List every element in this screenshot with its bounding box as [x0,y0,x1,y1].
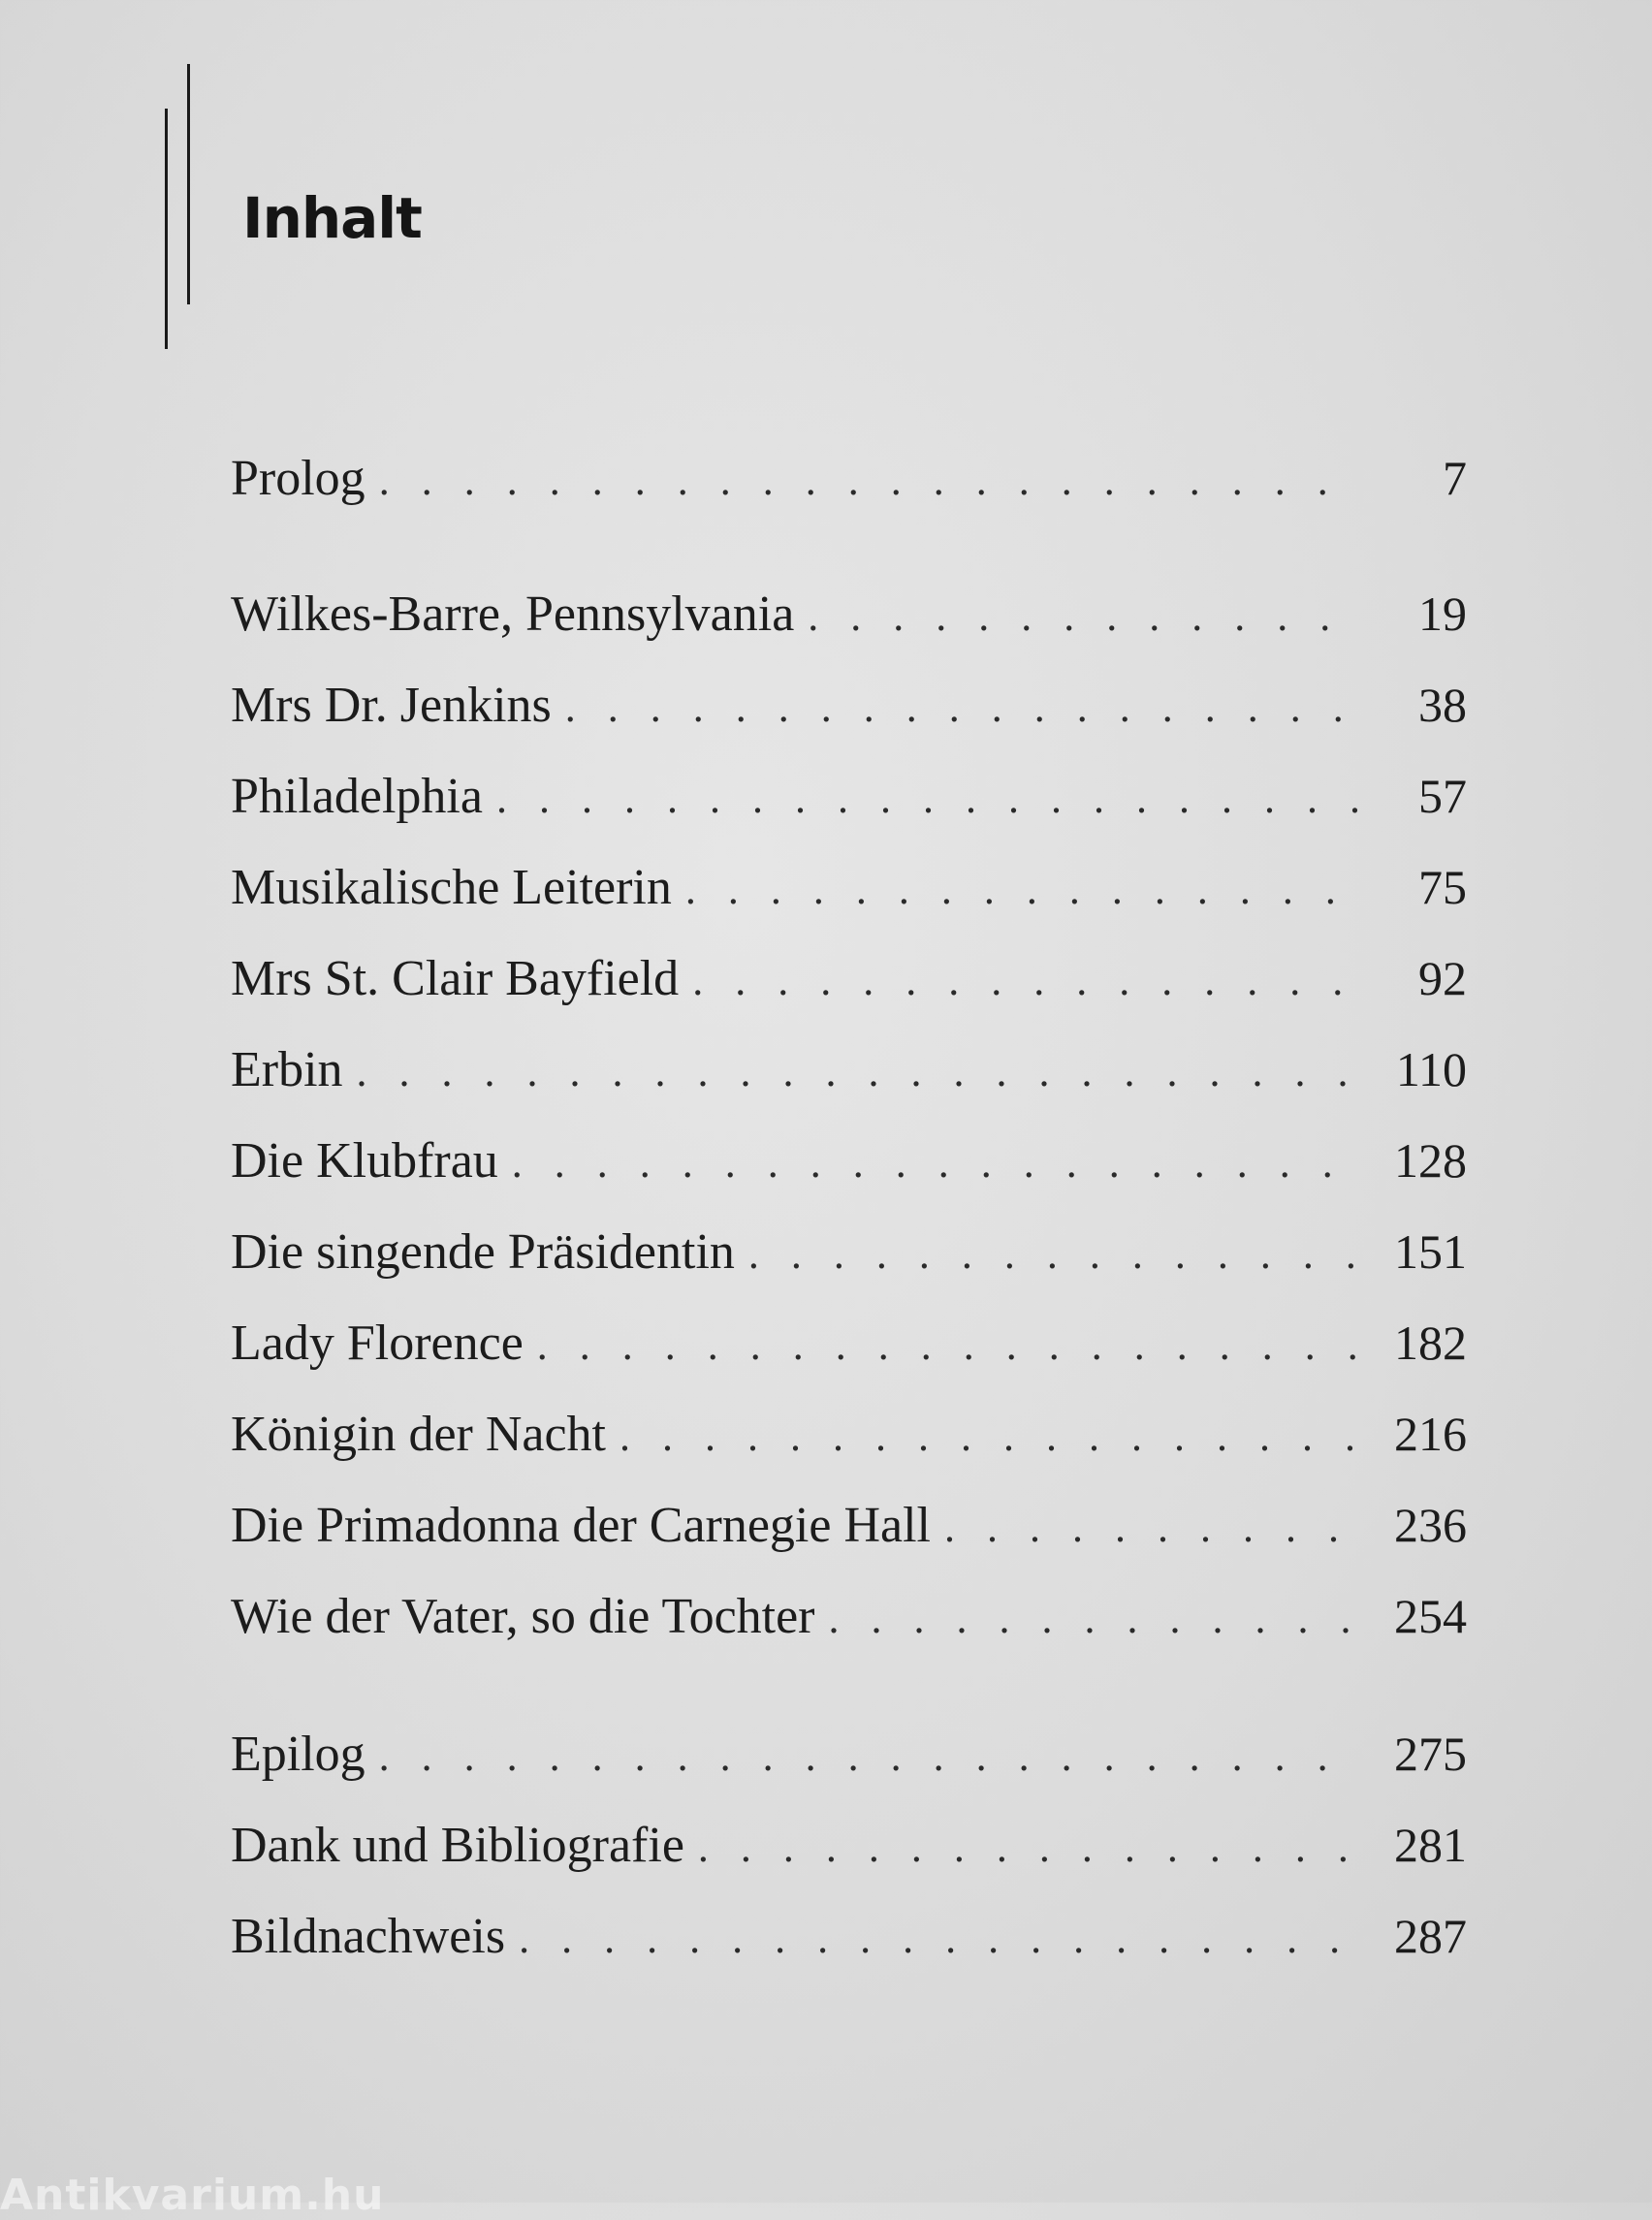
toc-entry-title: Musikalische Leiterin [231,860,672,915]
dot-leader [565,674,1360,742]
dot-leader [620,1403,1360,1471]
toc-entry [231,1035,1467,1103]
toc-entry-page: 128 [1394,1133,1467,1188]
toc-entry-title: Die Klubfrau [231,1133,498,1189]
toc-entry [231,444,1467,512]
dot-leader [496,765,1360,833]
toc-entry-page: 110 [1395,1042,1467,1096]
toc-entry-title: Epilog [231,1727,365,1782]
toc-entry-page: 281 [1394,1818,1467,1872]
toc-entry [231,1491,1467,1559]
toc-entry-title: Bildnachweis [231,1909,506,1964]
toc-entry-page: 216 [1394,1407,1467,1461]
watermark: Antikvarium.hu [0,2171,385,2220]
toc-entry [231,944,1467,1012]
decorative-rule-outer [165,109,168,349]
toc-entry-page: 275 [1394,1727,1467,1781]
toc-entry [231,762,1467,830]
toc-entry-title: Dank und Bibliografie [231,1818,684,1873]
dot-leader [748,1221,1360,1288]
dot-leader [698,1814,1360,1882]
dot-leader [537,1312,1360,1380]
toc-entry-page: 254 [1394,1589,1467,1643]
toc-entry [231,1126,1467,1194]
toc-entry-title: Prolog [231,451,365,506]
toc-entry [231,671,1467,739]
decorative-rule-inner [187,64,190,304]
toc-entry [231,580,1467,648]
toc-entry-page: 7 [1443,451,1467,505]
toc-entry-title: Wilkes-Barre, Pennsylvania [231,587,795,642]
toc-entry [231,1720,1467,1788]
toc-entry-page: 151 [1394,1224,1467,1279]
toc-entry [231,1400,1467,1468]
dot-leader [357,1038,1360,1106]
toc-entry-page: 182 [1394,1316,1467,1370]
toc-entry [231,1582,1467,1650]
toc-entry [231,1902,1467,1970]
toc-entry-title: Die Primadonna der Carnegie Hall [231,1498,931,1553]
toc-entry-title: Die singende Präsidentin [231,1224,735,1280]
dot-leader [379,1723,1360,1791]
toc-entry [231,1218,1467,1285]
toc-entry-title: Erbin [231,1042,343,1097]
toc-entry-page: 75 [1418,860,1467,914]
toc-entry-page: 38 [1418,678,1467,732]
toc-entry-page: 92 [1418,951,1467,1005]
toc-entry-title: Königin der Nacht [231,1407,607,1462]
toc-entry-title: Lady Florence [231,1316,524,1371]
toc-entry [231,853,1467,921]
toc-entry-page: 287 [1394,1909,1467,1963]
dot-leader [512,1129,1360,1197]
dot-leader [829,1585,1361,1653]
toc-entry-title: Philadelphia [231,769,483,824]
dot-leader [519,1905,1360,1973]
toc-entry-title: Wie der Vater, so die Tochter [231,1589,815,1644]
toc-entry-title: Mrs St. Clair Bayfield [231,951,680,1006]
dot-leader [379,447,1360,515]
dot-leader [808,583,1360,650]
page-heading: Inhalt [242,185,422,251]
dot-leader [692,947,1360,1015]
dot-leader [685,856,1360,924]
toc-entry-page: 57 [1418,769,1467,823]
toc-entry-title: Mrs Dr. Jenkins [231,678,552,733]
toc-entry-page: 19 [1418,587,1467,641]
toc-entry [231,1811,1467,1879]
toc-entry [231,1309,1467,1377]
toc-entry-page: 236 [1394,1498,1467,1552]
dot-leader [944,1494,1360,1562]
